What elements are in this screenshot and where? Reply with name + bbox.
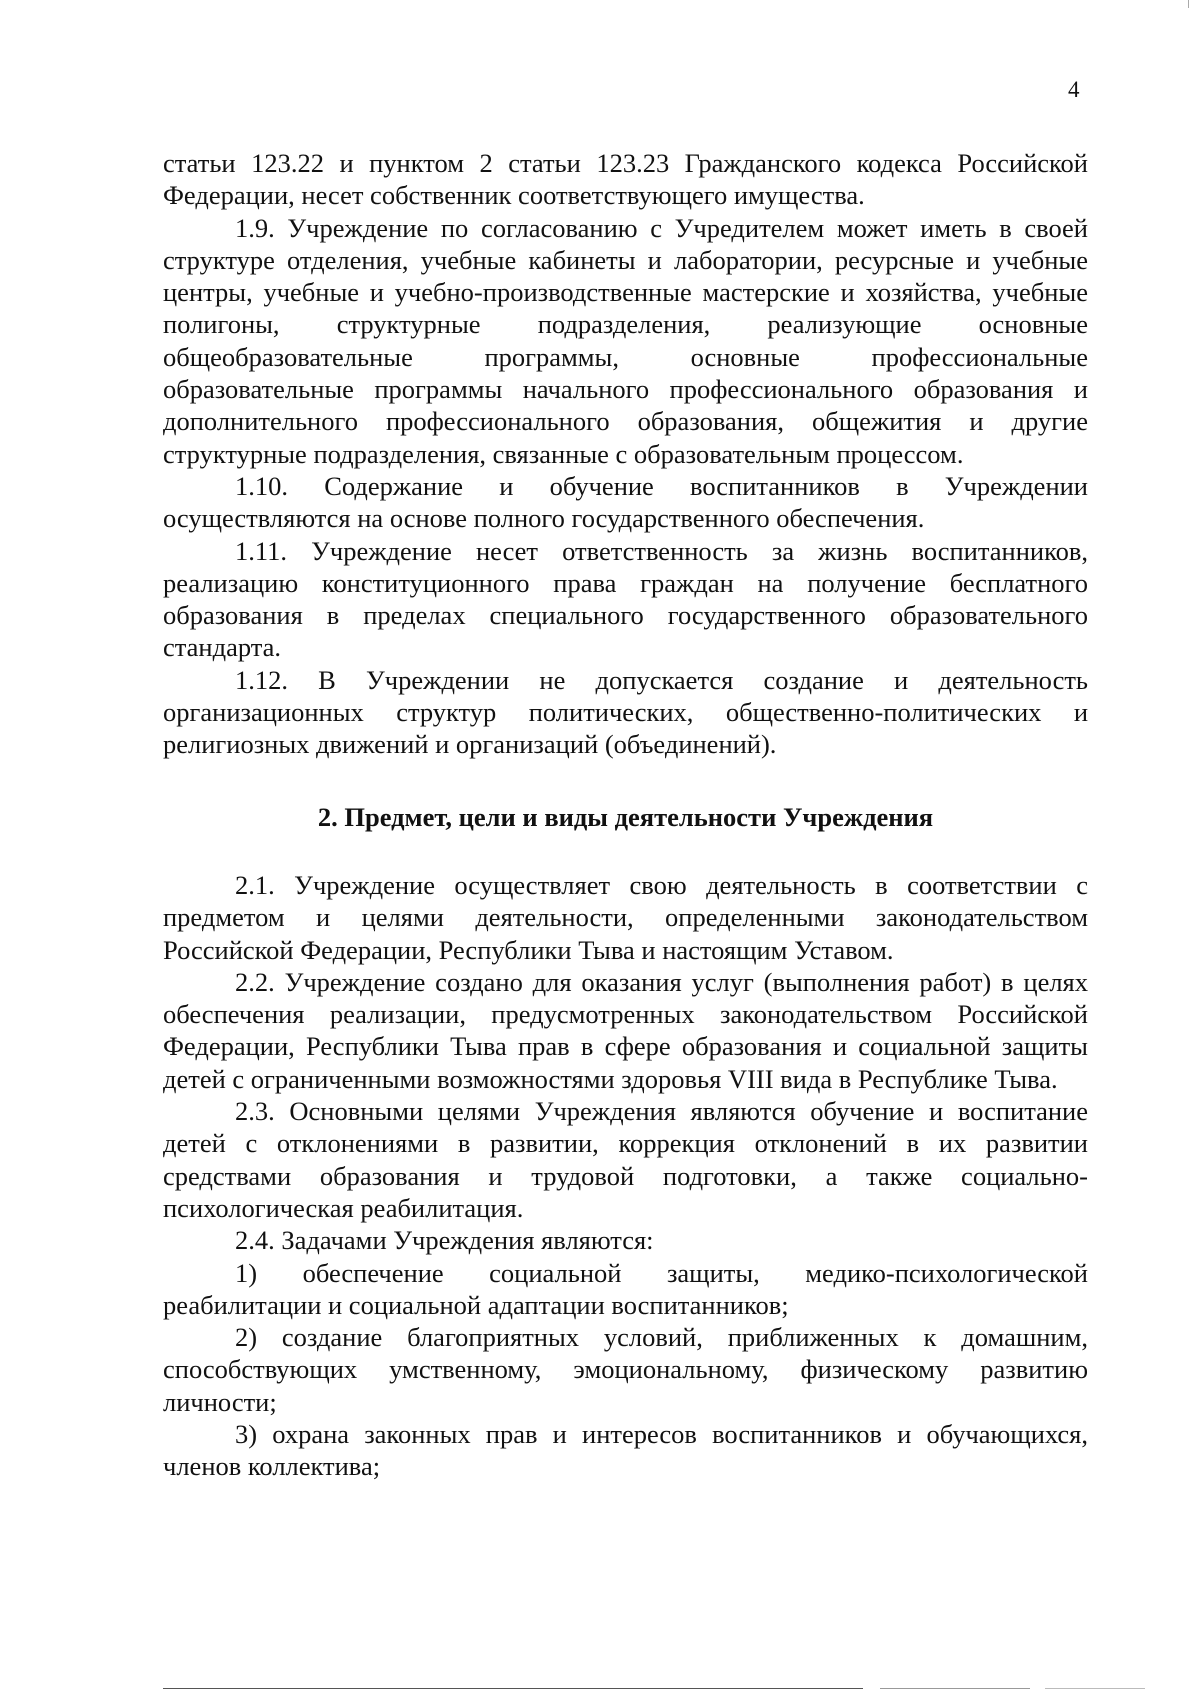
paragraph: 2) создание благоприятных условий, приближенных к домашним, способствующих умственному, эмоциональному, физическому развитию личности; — [163, 1322, 1088, 1417]
paragraph: 3) охрана законных прав и интересов воспитанников и обучающихся, членов коллектива; — [163, 1418, 1088, 1482]
paragraph: 2.1. Учреждение осуществляет свою деятельность в соответствии с предметом и целями деятельности, определенными законодательством Российской Федерации, Республики Тыва и настоящим Уставом. — [163, 869, 1088, 965]
paragraph: 1) обеспечение социальной защиты, медико-психологической реабилитации и социальной адаптации воспитанников; — [163, 1257, 1088, 1320]
scan-edge-mark — [1188, 0, 1189, 8]
page-number: 4 — [1068, 77, 1080, 102]
paragraph: 1.9. Учреждение по согласованию с Учредителем может иметь в своей структуре отделения, учебные кабинеты и лаборатории, ресурсные и учебные центры, учебные и учебно-производственные мастерские и хозяйства, учебные полигоны, структурные подразделения, реализующие основные общеобразовательные программы, основные профессиональные образовательные программы начального профессионального образования и дополнительного профессионального образования, общежития и другие структурные подразделения, связанные с образовательным процессом. — [163, 212, 1088, 469]
paragraph: 1.10. Содержание и обучение воспитанников в Учреждении осуществляются на основе полного государственного обеспечения. — [163, 470, 1088, 534]
paragraph-group-top — [163, 147, 1088, 761]
paragraph: 1.11. Учреждение несет ответственность за жизнь воспитанников, реализацию конституционного права граждан на получение бесплатного образования в пределах специального государственного образовательного стандарта. — [163, 535, 1088, 663]
paragraph: статьи 123.22 и пунктом 2 статьи 123.23 Гражданского кодекса Российской Федерации, несет собственник соответствующего имущества. — [163, 148, 1088, 211]
scan-artifact-line — [880, 1688, 1030, 1689]
paragraph: 2.2. Учреждение создано для оказания услуг (выполнения работ) в целях обеспечения реализации, предусмотренных законодательством Российской Федерации, Республики Тыва прав в сфере образования и социальной защиты детей с ограниченными возможностями здоровья VIII вида в Республике Тыва. — [163, 966, 1088, 1094]
paragraph-group-bottom — [163, 869, 1088, 1483]
scan-artifact-line — [163, 1688, 863, 1689]
section-heading: 2. Предмет, цели и виды деятельности Учреждения — [317, 801, 934, 832]
paragraph: 2.4. Задачами Учреждения являются: — [235, 1225, 654, 1256]
paragraph: 1.12. В Учреждении не допускается создание и деятельность организационных структур политических, общественно-политических и религиозных движений и организаций (объединений). — [163, 664, 1088, 760]
document-body — [163, 147, 1088, 1483]
scan-artifact-line — [1045, 1688, 1145, 1689]
paragraph: 2.3. Основными целями Учреждения являются обучение и воспитание детей с отклонениями в развитии, коррекция отклонений в их развитии средствами образования и трудовой подготовки, а также социально-психологическая реабилитация. — [163, 1096, 1088, 1223]
